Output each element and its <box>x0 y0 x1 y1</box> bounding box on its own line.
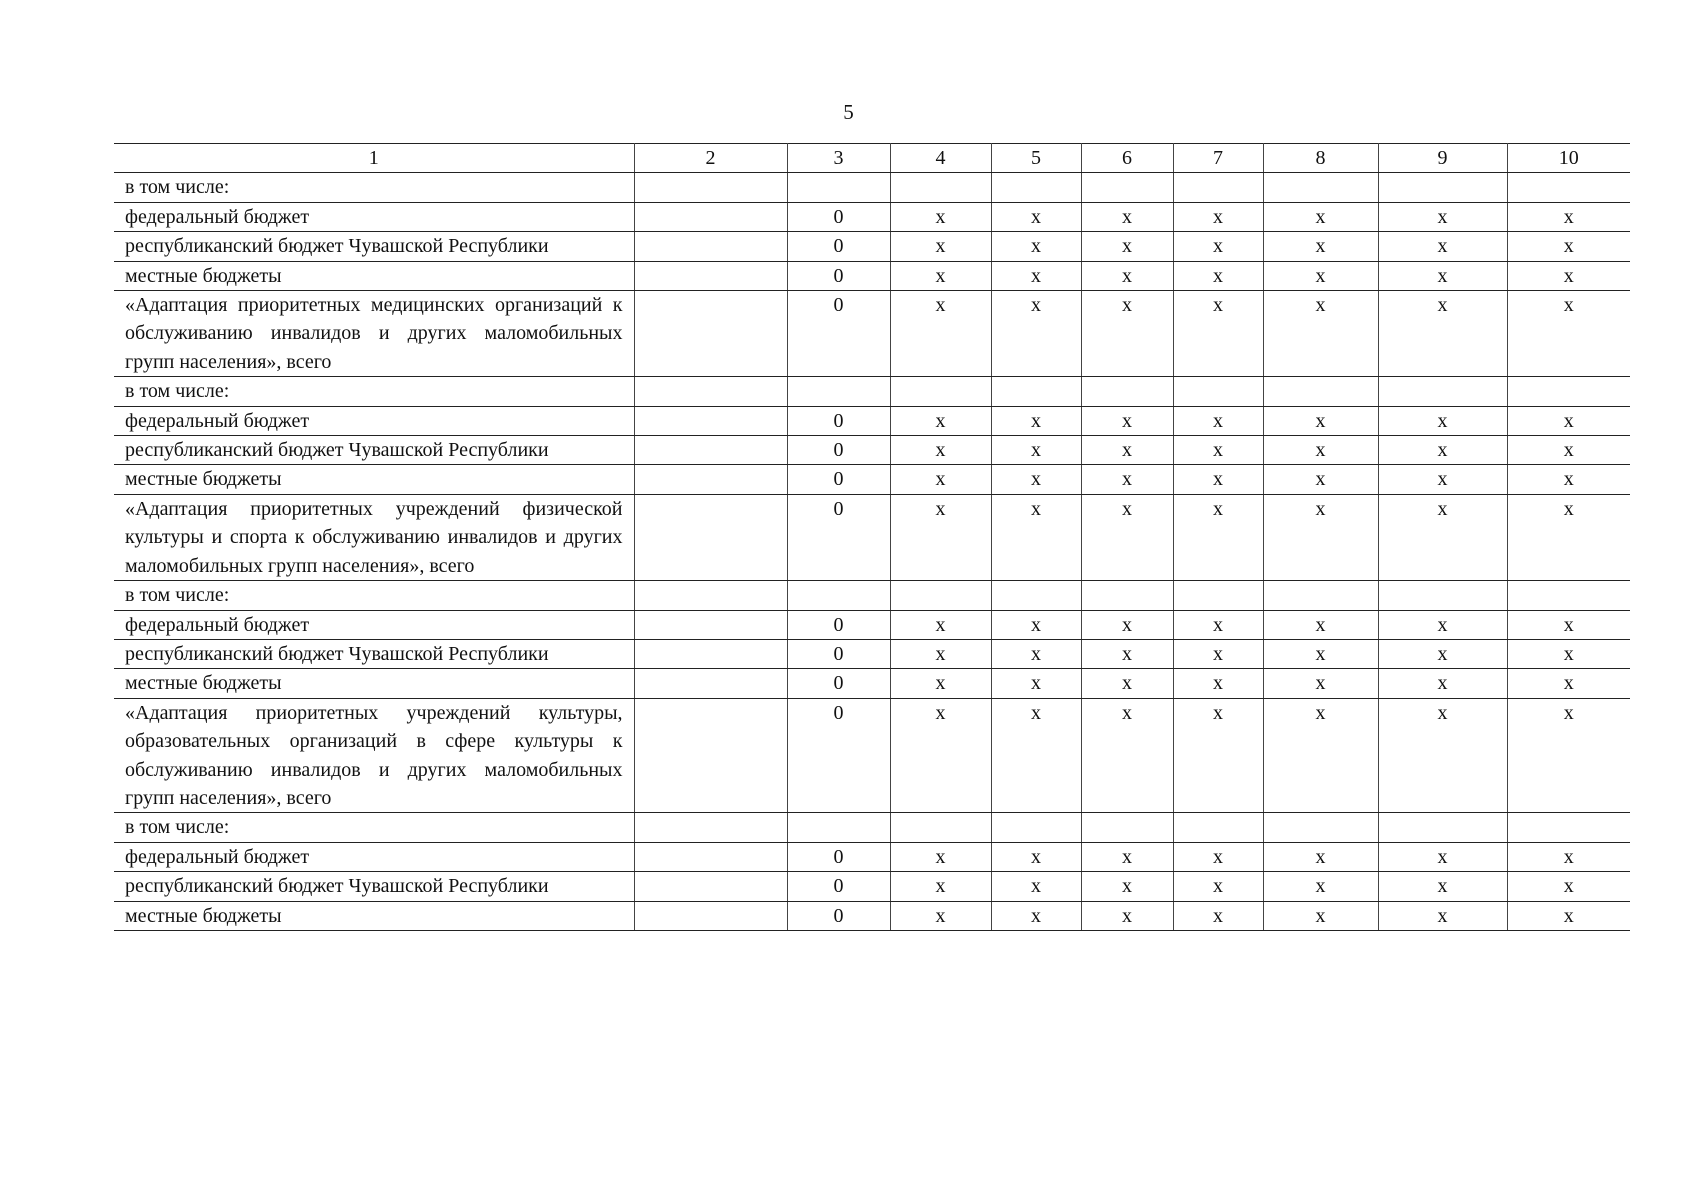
table-cell: х <box>1507 872 1630 901</box>
table-cell <box>634 842 787 871</box>
table-cell <box>634 581 787 610</box>
table-row <box>114 581 1630 610</box>
table-cell: х <box>1378 261 1507 290</box>
header-cell: 1 <box>114 144 634 173</box>
table-cell: х <box>991 436 1081 465</box>
table-cell: х <box>1081 232 1173 261</box>
table-cell <box>634 610 787 639</box>
table-cell: х <box>991 232 1081 261</box>
table-cell: х <box>1263 494 1378 580</box>
table-cell: х <box>1263 698 1378 813</box>
table-cell: х <box>991 406 1081 435</box>
table-cell: х <box>1378 698 1507 813</box>
table-cell <box>1263 377 1378 406</box>
table-cell: х <box>1507 610 1630 639</box>
header-cell: 3 <box>787 144 890 173</box>
row-label: местные бюджеты <box>114 669 634 698</box>
table-cell: х <box>1378 291 1507 377</box>
table-cell: 0 <box>787 261 890 290</box>
table-cell: х <box>890 291 991 377</box>
table-row <box>114 232 1630 261</box>
table-cell: х <box>1081 610 1173 639</box>
table-cell: х <box>1081 406 1173 435</box>
header-cell: 6 <box>1081 144 1173 173</box>
row-label: в том числе: <box>114 173 634 202</box>
table-cell: 0 <box>787 465 890 494</box>
table-cell: х <box>890 610 991 639</box>
table-cell: х <box>1173 639 1263 668</box>
table-cell: х <box>991 842 1081 871</box>
row-label: в том числе: <box>114 813 634 842</box>
table-cell: х <box>1263 261 1378 290</box>
table-cell: 0 <box>787 494 890 580</box>
table-cell: х <box>991 261 1081 290</box>
table-cell <box>1263 813 1378 842</box>
table-cell: х <box>890 494 991 580</box>
table-cell: х <box>1081 842 1173 871</box>
table-cell: х <box>1173 261 1263 290</box>
table-cell <box>634 639 787 668</box>
table-cell <box>634 173 787 202</box>
table-cell: х <box>1263 669 1378 698</box>
table-cell <box>1378 377 1507 406</box>
row-label: федеральный бюджет <box>114 610 634 639</box>
table-cell: х <box>1378 610 1507 639</box>
table-row <box>114 639 1630 668</box>
row-label: республиканский бюджет Чувашской Республики <box>114 232 634 261</box>
table-cell: 0 <box>787 406 890 435</box>
table-cell: х <box>1378 494 1507 580</box>
table-cell <box>634 669 787 698</box>
table-cell: х <box>1263 406 1378 435</box>
table-cell: х <box>991 610 1081 639</box>
table-row <box>114 813 1630 842</box>
table-cell <box>1173 581 1263 610</box>
table-cell <box>634 202 787 231</box>
table-cell: х <box>1173 610 1263 639</box>
table-cell <box>634 406 787 435</box>
table-cell <box>1173 173 1263 202</box>
table-cell: х <box>1507 901 1630 930</box>
table-cell: х <box>1507 261 1630 290</box>
table-cell: х <box>890 842 991 871</box>
row-label: «Адаптация приоритетных учреждений культуры, образовательных организаций в сфере культуры к обслуживанию инвалидов и других маломобильных групп населения», всего <box>114 698 634 813</box>
table-cell <box>1507 581 1630 610</box>
table-cell: х <box>1378 842 1507 871</box>
header-row <box>114 144 1630 173</box>
table-cell: х <box>1507 465 1630 494</box>
table-cell: х <box>890 901 991 930</box>
row-label: «Адаптация приоритетных учреждений физической культуры и спорта к обслуживанию инвалидов и других маломобильных групп населения», всего <box>114 494 634 580</box>
table-cell: х <box>1378 901 1507 930</box>
table-cell: х <box>1378 639 1507 668</box>
page-number: 5 <box>843 100 854 124</box>
table-cell: х <box>991 901 1081 930</box>
table-cell: х <box>991 291 1081 377</box>
table-cell <box>890 173 991 202</box>
table-cell: х <box>890 465 991 494</box>
table-cell: 0 <box>787 639 890 668</box>
table-cell: х <box>1507 436 1630 465</box>
table-cell <box>634 377 787 406</box>
table-cell: х <box>1081 202 1173 231</box>
table-cell <box>991 377 1081 406</box>
table-cell: х <box>1173 842 1263 871</box>
table-cell: х <box>1081 436 1173 465</box>
table-cell <box>1081 581 1173 610</box>
table-cell: х <box>1173 901 1263 930</box>
table-cell: х <box>890 406 991 435</box>
table-cell: х <box>1081 291 1173 377</box>
table-cell: х <box>1507 406 1630 435</box>
table-cell: х <box>1173 406 1263 435</box>
table-row <box>114 842 1630 871</box>
table-cell <box>1378 813 1507 842</box>
table-cell: х <box>991 465 1081 494</box>
table-cell: х <box>1378 436 1507 465</box>
row-label: республиканский бюджет Чувашской Республики <box>114 639 634 668</box>
table-cell: х <box>1507 202 1630 231</box>
table-cell <box>787 813 890 842</box>
table-row <box>114 261 1630 290</box>
table-cell <box>1081 377 1173 406</box>
table-cell <box>991 581 1081 610</box>
table-cell: 0 <box>787 842 890 871</box>
table-cell <box>634 465 787 494</box>
table-cell: х <box>1507 698 1630 813</box>
row-label: местные бюджеты <box>114 465 634 494</box>
header-cell: 10 <box>1507 144 1630 173</box>
table-cell: 0 <box>787 291 890 377</box>
table-body <box>114 144 1630 931</box>
row-label: республиканский бюджет Чувашской Республики <box>114 872 634 901</box>
table-cell: х <box>1173 436 1263 465</box>
table-cell: х <box>890 436 991 465</box>
table-cell: х <box>1263 842 1378 871</box>
table-cell: х <box>991 202 1081 231</box>
table-cell: 0 <box>787 610 890 639</box>
table-cell: х <box>1263 202 1378 231</box>
table-cell <box>1173 813 1263 842</box>
header-cell: 7 <box>1173 144 1263 173</box>
table-cell <box>890 813 991 842</box>
header-cell: 9 <box>1378 144 1507 173</box>
table-cell: х <box>1378 232 1507 261</box>
table-cell: х <box>991 669 1081 698</box>
table-cell: х <box>1173 872 1263 901</box>
table-cell <box>1263 581 1378 610</box>
table-cell <box>1378 581 1507 610</box>
table-cell: х <box>1081 901 1173 930</box>
table-cell <box>634 698 787 813</box>
table-row <box>114 202 1630 231</box>
table-cell: 0 <box>787 901 890 930</box>
table-cell <box>634 291 787 377</box>
table-cell: х <box>1263 291 1378 377</box>
table-cell: х <box>1263 610 1378 639</box>
table-cell: х <box>1263 436 1378 465</box>
table-row <box>114 173 1630 202</box>
table-cell: х <box>1081 465 1173 494</box>
table-cell <box>1081 813 1173 842</box>
table-cell: х <box>1507 494 1630 580</box>
table-cell: х <box>1081 261 1173 290</box>
table-cell <box>634 813 787 842</box>
table-cell: х <box>991 639 1081 668</box>
table-cell: х <box>1173 465 1263 494</box>
table-cell: х <box>890 872 991 901</box>
header-cell: 8 <box>1263 144 1378 173</box>
table-cell <box>634 872 787 901</box>
table-row <box>114 465 1630 494</box>
table-row <box>114 406 1630 435</box>
header-cell: 5 <box>991 144 1081 173</box>
table-row <box>114 291 1630 377</box>
table-cell <box>991 813 1081 842</box>
table-row <box>114 901 1630 930</box>
row-label: местные бюджеты <box>114 901 634 930</box>
table-cell: х <box>1263 639 1378 668</box>
table-cell <box>1378 173 1507 202</box>
row-label: в том числе: <box>114 581 634 610</box>
table-cell: х <box>1263 901 1378 930</box>
budget-table <box>114 143 1630 931</box>
table-cell: х <box>1507 291 1630 377</box>
table-cell: х <box>991 872 1081 901</box>
table-cell <box>787 173 890 202</box>
table-cell <box>787 581 890 610</box>
table-row <box>114 872 1630 901</box>
table-cell: х <box>1081 669 1173 698</box>
table-cell <box>634 261 787 290</box>
row-label: местные бюджеты <box>114 261 634 290</box>
table-cell <box>1507 813 1630 842</box>
header-cell: 4 <box>890 144 991 173</box>
table-cell <box>1507 173 1630 202</box>
table-cell: 0 <box>787 872 890 901</box>
table-cell: 0 <box>787 202 890 231</box>
table-cell <box>890 377 991 406</box>
table-cell: х <box>1378 669 1507 698</box>
row-label: «Адаптация приоритетных медицинских организаций к обслуживанию инвалидов и других маломобильных групп населения», всего <box>114 291 634 377</box>
table-cell: х <box>1507 232 1630 261</box>
row-label: федеральный бюджет <box>114 406 634 435</box>
table-cell: х <box>1507 842 1630 871</box>
table-cell: х <box>1081 872 1173 901</box>
table-cell: х <box>1378 872 1507 901</box>
table-cell: х <box>991 698 1081 813</box>
table-cell: х <box>890 261 991 290</box>
table-cell: х <box>1173 669 1263 698</box>
table-cell <box>634 901 787 930</box>
row-label: в том числе: <box>114 377 634 406</box>
table-cell <box>1081 173 1173 202</box>
table-row <box>114 698 1630 813</box>
table-cell: х <box>1173 698 1263 813</box>
table-cell: х <box>1507 639 1630 668</box>
table-cell: х <box>1173 291 1263 377</box>
table-cell: х <box>890 232 991 261</box>
row-label: федеральный бюджет <box>114 202 634 231</box>
table-cell: х <box>890 698 991 813</box>
table-cell: х <box>1378 406 1507 435</box>
table-cell: х <box>1173 202 1263 231</box>
table-cell: 0 <box>787 698 890 813</box>
row-label: федеральный бюджет <box>114 842 634 871</box>
table-cell: х <box>991 494 1081 580</box>
table-row <box>114 494 1630 580</box>
row-label: республиканский бюджет Чувашской Республики <box>114 436 634 465</box>
header-cell: 2 <box>634 144 787 173</box>
table-cell: х <box>1378 202 1507 231</box>
table-cell: х <box>1507 669 1630 698</box>
table-row <box>114 377 1630 406</box>
table-cell: х <box>1173 232 1263 261</box>
table-cell <box>634 232 787 261</box>
table-row <box>114 436 1630 465</box>
table-cell: х <box>1173 494 1263 580</box>
table-cell: х <box>1081 494 1173 580</box>
table-cell <box>634 436 787 465</box>
table-cell <box>991 173 1081 202</box>
table-cell <box>890 581 991 610</box>
table-cell <box>787 377 890 406</box>
table-cell: х <box>1081 639 1173 668</box>
table-cell: 0 <box>787 669 890 698</box>
table-cell: х <box>1081 698 1173 813</box>
table-cell: х <box>1378 465 1507 494</box>
table-cell: 0 <box>787 232 890 261</box>
table-cell: х <box>1263 465 1378 494</box>
table-cell: 0 <box>787 436 890 465</box>
table-cell: х <box>1263 872 1378 901</box>
table-row <box>114 610 1630 639</box>
table-cell <box>1263 173 1378 202</box>
table-row <box>114 669 1630 698</box>
table-cell <box>1507 377 1630 406</box>
table-cell <box>1173 377 1263 406</box>
table-cell: х <box>890 202 991 231</box>
table-cell: х <box>1263 232 1378 261</box>
table-cell <box>634 494 787 580</box>
table-cell: х <box>890 669 991 698</box>
table-cell: х <box>890 639 991 668</box>
